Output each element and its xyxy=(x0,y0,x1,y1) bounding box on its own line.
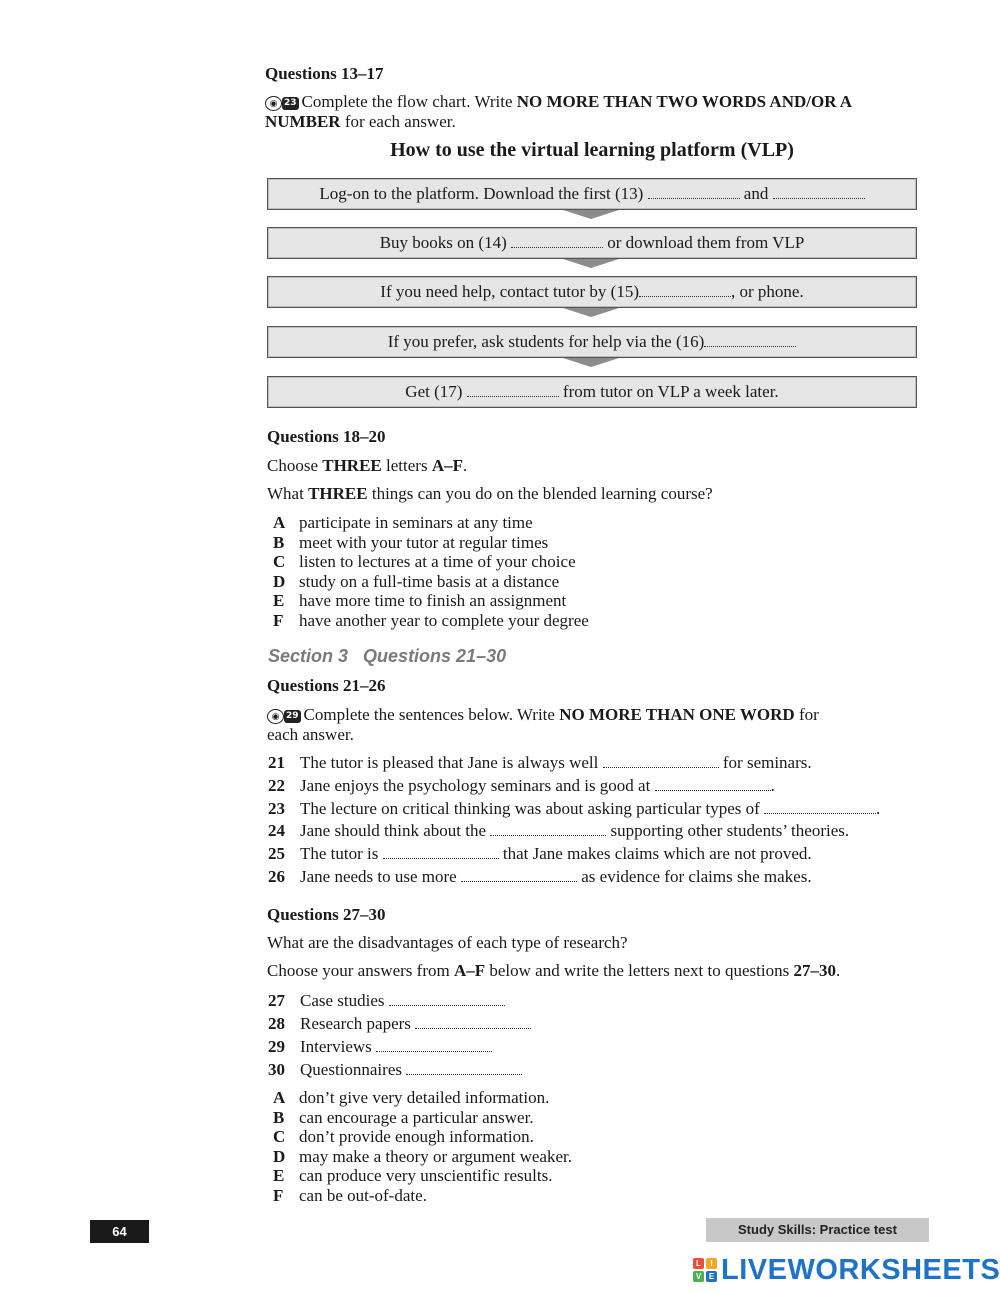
sentence-item: 26 Jane needs to use more as evidence for claims she makes. xyxy=(268,867,812,886)
option-item: C don’t provide enough information. xyxy=(273,1127,534,1146)
audio-cd-icon: ◉ xyxy=(267,709,284,724)
flow-chart-title: How to use the virtual learning platform (VLP) xyxy=(390,139,794,161)
answer-blank-23[interactable] xyxy=(764,801,876,814)
option-item[interactable]: A participate in seminars at any time xyxy=(273,513,533,532)
questions-18-20-heading: Questions 18–20 xyxy=(267,427,386,446)
matching-item: 28 Research papers xyxy=(268,1014,531,1034)
flow-arrow xyxy=(563,358,619,367)
answer-blank-14[interactable] xyxy=(511,235,603,248)
questions-18-20-choose: Choose THREE letters A–F. xyxy=(267,456,468,475)
answer-blank-22[interactable] xyxy=(655,778,771,791)
option-item: B can encourage a particular answer. xyxy=(273,1107,534,1127)
audio-cd-icon: ◉ xyxy=(265,96,282,111)
book-section-tag: Study Skills: Practice test xyxy=(706,1218,929,1242)
answer-blank-28[interactable] xyxy=(415,1016,531,1029)
brand-name: LIVEWORKSHEETS xyxy=(721,1253,1000,1286)
answer-blank-17[interactable] xyxy=(467,384,559,397)
option-item[interactable]: C listen to lectures at a time of your choice xyxy=(273,552,576,571)
questions-27-30-heading: Questions 27–30 xyxy=(267,905,386,924)
matching-item: 29 Interviews xyxy=(268,1037,492,1057)
answer-blank-29[interactable] xyxy=(376,1039,492,1052)
answer-blank-15[interactable] xyxy=(639,284,731,297)
questions-27-30-choose: Choose your answers from A–F below and write the letters next to questions 27–30. xyxy=(267,961,841,980)
option-item[interactable]: B meet with your tutor at regular times xyxy=(273,532,549,552)
option-item: F can be out-of-date. xyxy=(273,1185,427,1205)
matching-item: 30 Questionnaires xyxy=(268,1060,522,1080)
answer-blank-30[interactable] xyxy=(406,1062,522,1075)
sentence-item: 25 The tutor is that Jane makes claims which are not proved. xyxy=(268,844,812,863)
questions-13-17-instructions: ◉ 23 Complete the flow chart. Write NO MORE THAN TWO WORDS AND/OR A NUMBER for each answer. xyxy=(265,92,853,131)
answer-blank-13[interactable] xyxy=(648,186,740,199)
option-item[interactable]: E have more time to finish an assignment xyxy=(273,591,567,610)
questions-18-20-question: What THREE things can you do on the blended learning course? xyxy=(267,484,713,503)
answer-blank-13b[interactable] xyxy=(773,186,865,199)
questions-21-26-instructions: ◉ 29 Complete the sentences below. Write NO MORE THAN ONE WORD for each answer. xyxy=(267,705,819,744)
questions-21-26-heading: Questions 21–26 xyxy=(267,676,386,695)
option-item: E can produce very unscientific results. xyxy=(273,1166,553,1185)
answer-blank-26[interactable] xyxy=(461,869,577,882)
option-item[interactable]: D study on a full-time basis at a distance xyxy=(273,571,560,591)
logo-grid-icon: L I V E xyxy=(693,1258,717,1282)
sentence-item: 24 Jane should think about the supporting other students’ theories. xyxy=(268,821,850,840)
answer-blank-25[interactable] xyxy=(383,846,499,859)
option-item: A don’t give very detailed information. xyxy=(273,1088,550,1107)
audio-track-number: 23 xyxy=(284,97,297,108)
flow-box-2: Buy books on (14) or download them from VLP xyxy=(267,227,917,259)
questions-27-30-question: What are the disadvantages of each type of research? xyxy=(267,933,628,952)
answer-blank-16[interactable] xyxy=(704,334,796,347)
questions-13-17-heading: Questions 13–17 xyxy=(265,64,384,83)
flow-arrow xyxy=(563,308,619,317)
flow-arrow xyxy=(563,259,619,268)
sentence-item: 21 The tutor is pleased that Jane is always well for seminars. xyxy=(268,753,812,772)
answer-blank-24[interactable] xyxy=(490,823,606,836)
flow-box-1: Log-on to the platform. Download the first (13) and xyxy=(267,178,917,210)
option-item[interactable]: F have another year to complete your degree xyxy=(273,610,589,630)
liveworksheets-logo[interactable] xyxy=(693,1255,1000,1285)
flow-box-4: If you prefer, ask students for help via the (16) xyxy=(267,326,917,358)
option-item: D may make a theory or argument weaker. xyxy=(273,1146,572,1166)
answer-blank-21[interactable] xyxy=(603,755,719,768)
flow-box-3: If you need help, contact tutor by (15) , or phone. xyxy=(267,276,917,308)
audio-track-number: 29 xyxy=(286,710,299,721)
page-number: 64 xyxy=(90,1220,149,1243)
sentence-item: 22 Jane enjoys the psychology seminars and is good at . xyxy=(268,776,775,795)
sentence-item: 23 The lecture on critical thinking was about asking particular types of . xyxy=(268,799,881,818)
matching-item: 27 Case studies xyxy=(268,991,505,1011)
flow-box-5: Get (17) from tutor on VLP a week later. xyxy=(267,376,917,408)
flow-arrow xyxy=(563,210,619,219)
answer-blank-27[interactable] xyxy=(389,993,505,1006)
section-3-title: Section 3 Questions 21–30 xyxy=(268,646,507,666)
